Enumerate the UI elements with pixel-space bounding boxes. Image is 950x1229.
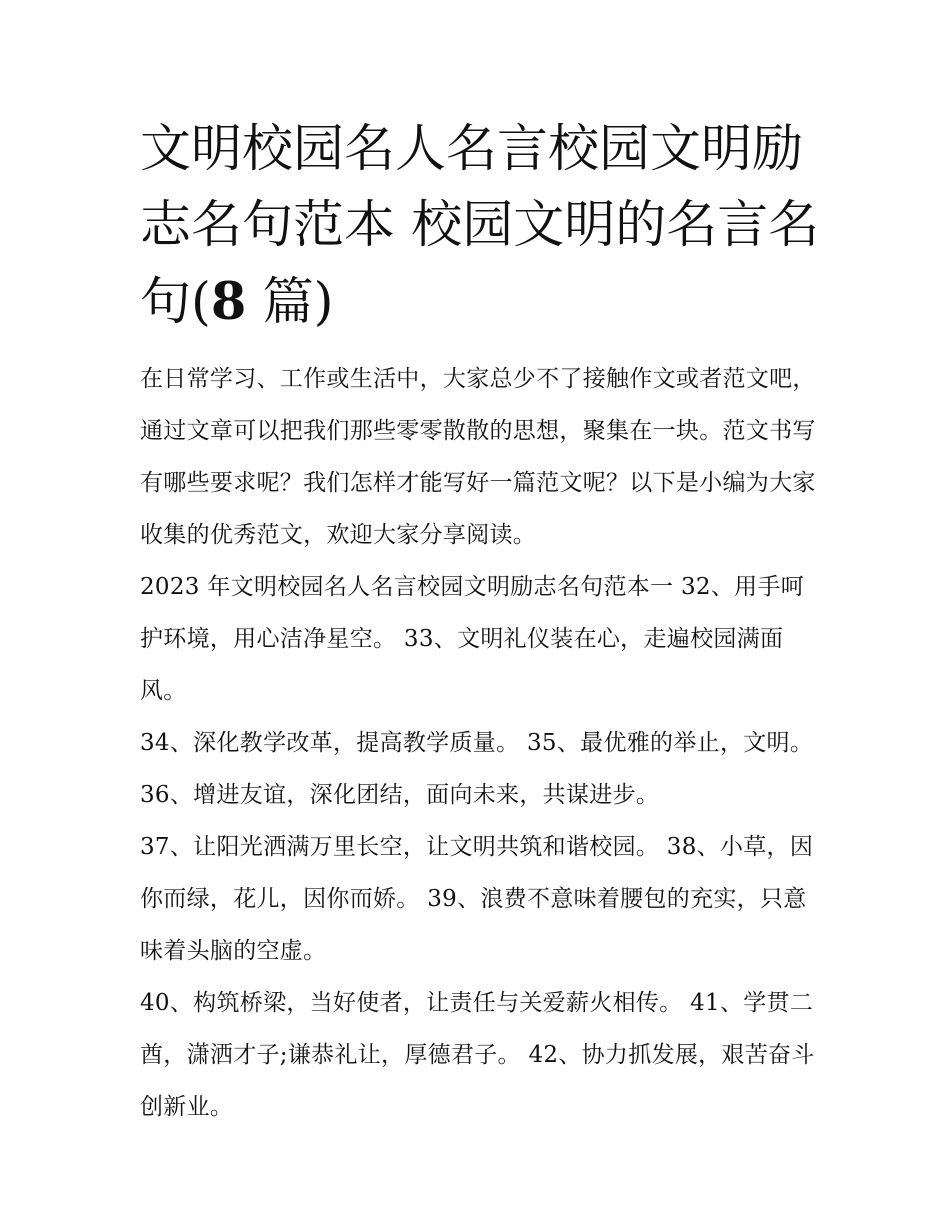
body-paragraph: 2023 年文明校园名人名言校园文明励志名句范本一 32、用手呵护环境，用心洁净星空。 33、文明礼仪装在心，走遍校园满面风。	[140, 574, 805, 704]
title-line-3-suffix: 篇)	[246, 273, 334, 332]
title-line-3-number: 8	[210, 272, 247, 332]
title-line-3-prefix: 句(	[140, 273, 211, 332]
title-line-1: 文明校园名人名言校园文明励	[140, 120, 804, 179]
body-paragraph: 34、深化教学改革，提高教学质量。 35、最优雅的举止，文明。 36、增进友谊，深化团结，面向未来，共谋进步。	[140, 730, 814, 808]
body-paragraph: 37、让阳光洒满万里长空，让文明共筑和谐校园。 38、小草，因你而绿，花儿，因你而娇。 39、浪费不意味着腰包的充实，只意味着头脑的空虚。	[140, 834, 814, 964]
document-title	[140, 112, 820, 341]
title-line-2: 志名句范本 校园文明的名言名	[140, 196, 820, 255]
document-page	[140, 112, 820, 1133]
body-paragraph: 40、构筑桥梁，当好使者，让责任与关爱薪火相传。 41、学贯二酋，潇洒才子;谦恭礼让，厚德君子。 42、协力抓发展，艰苦奋斗创新业。	[140, 990, 815, 1120]
intro-paragraph: 在日常学习、工作或生活中，大家总少不了接触作文或者范文吧，通过文章可以把我们那些零零散散的思想，聚集在一块。范文书写有哪些要求呢？我们怎样才能写好一篇范文呢？以下是小编为大家收集的优秀范文，欢迎大家分享阅读。	[140, 366, 816, 548]
